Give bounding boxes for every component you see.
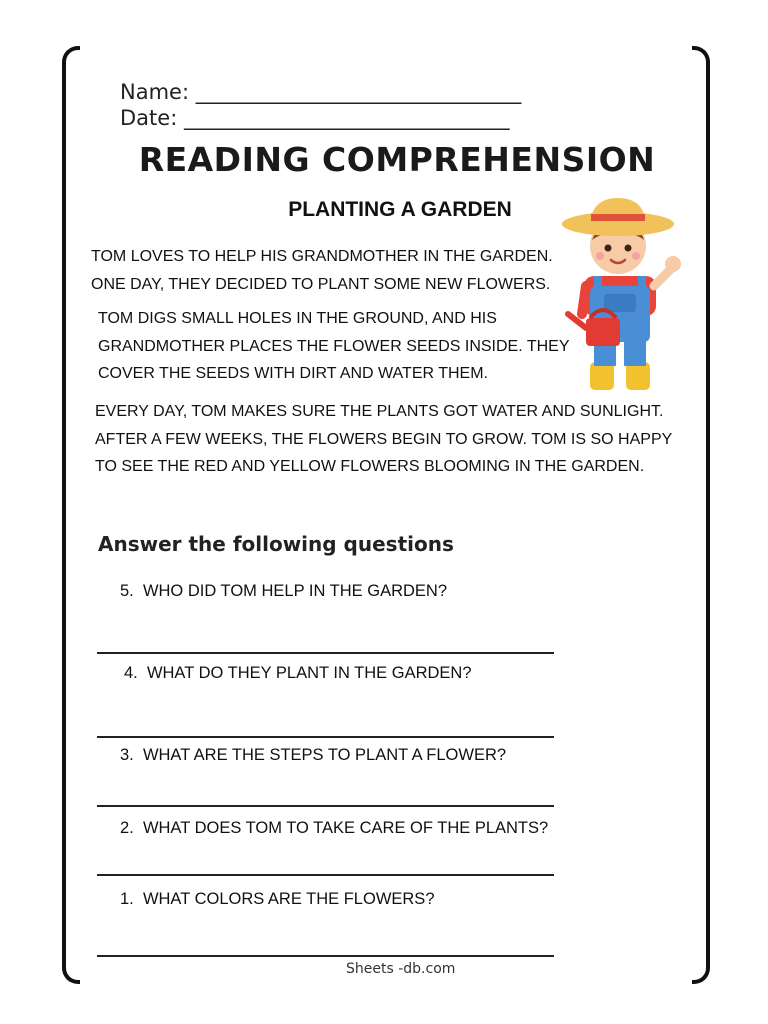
answer-line-1[interactable] — [97, 955, 554, 957]
question-3: 3. WHAT ARE THE STEPS TO PLANT A FLOWER? — [120, 746, 507, 764]
gardener-boy-illustration — [556, 190, 692, 396]
question-1: 1. WHAT COLORS ARE THE FLOWERS? — [120, 890, 435, 908]
answer-line-3[interactable] — [97, 805, 554, 807]
answer-line-4[interactable] — [97, 736, 554, 738]
story-paragraph-3: EVERY DAY, TOM MAKES SURE THE PLANTS GOT WATER AND SUNLIGHT. AFTER A FEW WEEKS, THE FLOWERS BEGIN TO GROW. TOM IS SO HAPPY TO SEE THE RED AND YELLOW FLOWERS BLOOMING IN THE GARDEN. — [95, 403, 673, 475]
question-5: 5. WHO DID TOM HELP IN THE GARDEN? — [120, 582, 448, 600]
right-bracket — [692, 46, 710, 984]
question-2: 2. WHAT DOES TOM TO TAKE CARE OF THE PLANTS? — [120, 819, 549, 837]
page-title: READING COMPREHENSION — [138, 140, 656, 179]
answer-line-5[interactable] — [97, 652, 554, 654]
answer-line-2[interactable] — [97, 874, 554, 876]
footer-credit: Sheets -db.com — [346, 961, 456, 977]
story-paragraph-2: TOM DIGS SMALL HOLES IN THE GROUND, AND HIS GRANDMOTHER PLACES THE FLOWER SEEDS INSIDE. THEY COVER THE SEEDS WITH DIRT AND WATER THEM. — [98, 310, 570, 382]
left-bracket — [62, 46, 80, 984]
story-title: PLANTING A GARDEN — [288, 198, 512, 221]
date-field[interactable]: Date: _______________________________ — [120, 106, 510, 130]
question-4: 4. WHAT DO THEY PLANT IN THE GARDEN? — [124, 664, 472, 682]
story-paragraph-1: TOM LOVES TO HELP HIS GRANDMOTHER IN THE GARDEN. ONE DAY, THEY DECIDED TO PLANT SOME NEW FLOWERS. — [91, 248, 553, 293]
name-field[interactable]: Name: _______________________________ — [120, 80, 522, 104]
questions-heading: Answer the following questions — [98, 532, 454, 556]
